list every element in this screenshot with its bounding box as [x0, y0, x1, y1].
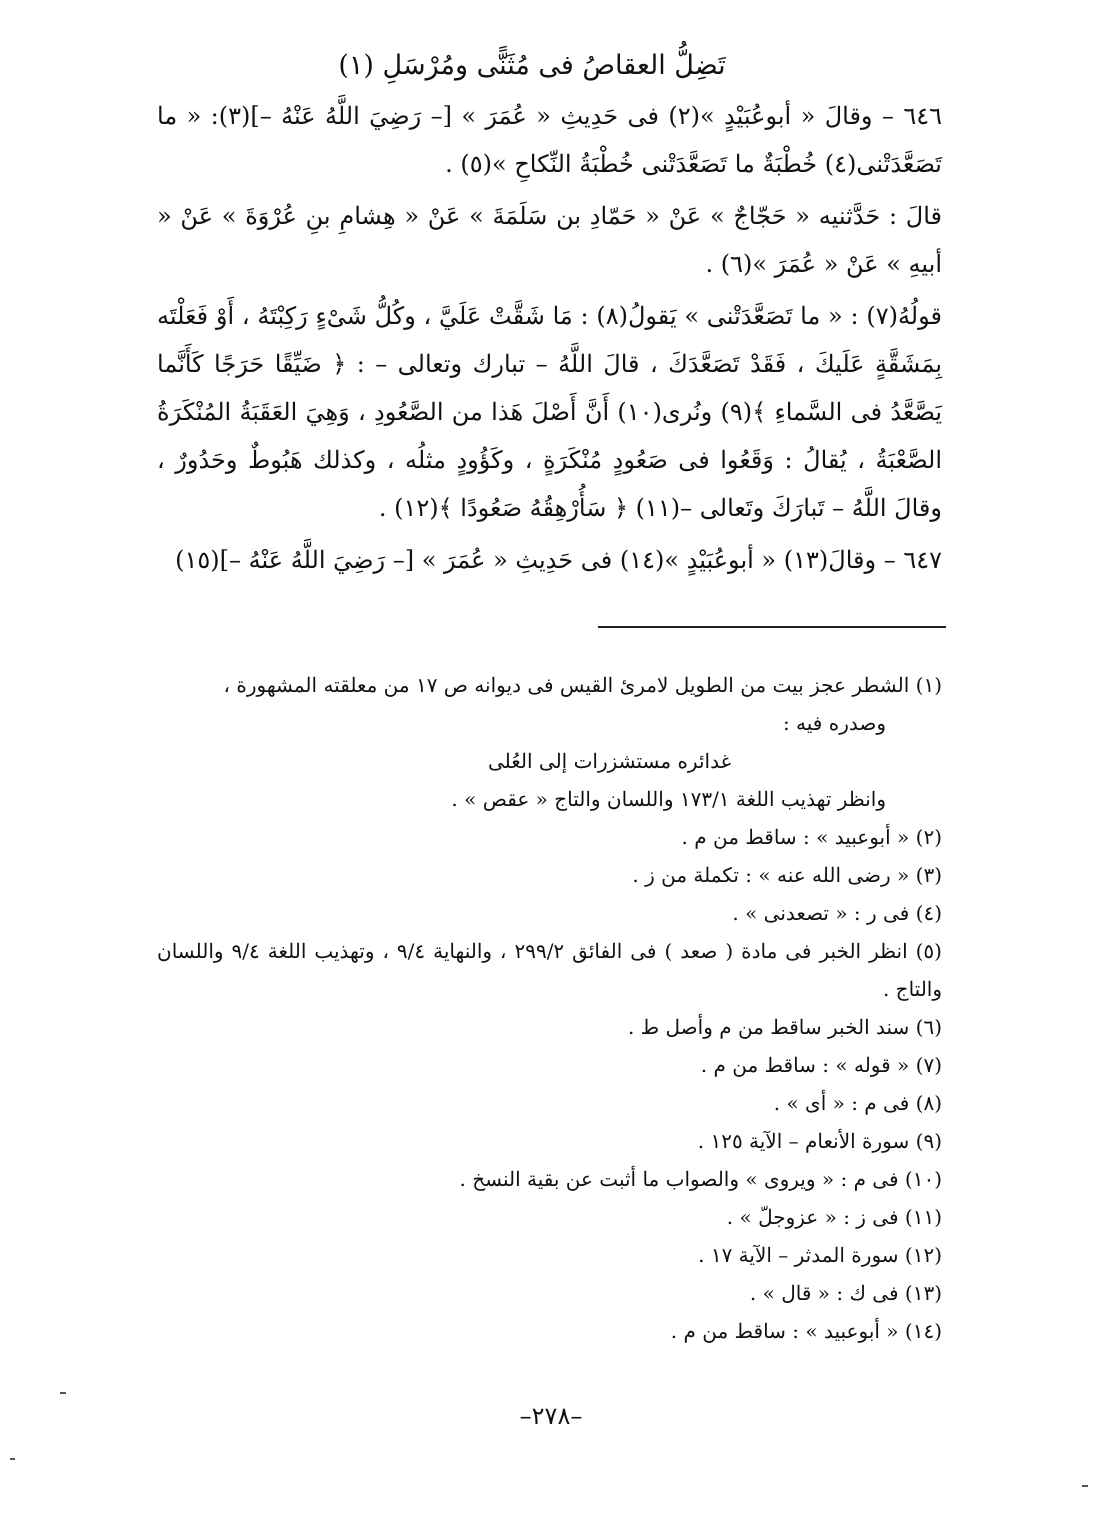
footnote-7: (٧) « قوله » : ساقط من م . [700, 1053, 942, 1077]
entry-647-paragraph: ٦٤٧ – وقالَ(١٣) « أبوعُبَيْدٍ »(١٤) فى حَدِيثِ « عُمَرَ » [– رَضِيَ اللَّهُ عَنْهُ –](١٥) [175, 546, 942, 574]
footnote-1-line-3: وانظر تهذيب اللغة ١٧٣/١ واللسان والتاج « عقص » . [451, 787, 886, 811]
footnotes [157, 666, 942, 1350]
page-number: –٢٧٨– [519, 1402, 583, 1430]
footnote-4: (٤) فى ر : « تصعدنى » . [732, 901, 942, 925]
scan-speck [10, 1458, 15, 1460]
footnote-5: (٥) انظر الخبر فى مادة ( صعد ) فى الفائق ٢٩٩/٢ ، والنهاية ٩/٤ ، وتهذيب اللغة ٩/٤ واللسان والتاج . [157, 939, 942, 1001]
footnote-1: (١) الشطر عجز بيت من الطويل لامرئ القيس فى ديوانه ص ١٧ من معلقته المشهورة ، [223, 673, 942, 697]
footnote-3: (٣) « رضى الله عنه » : تكملة من ز . [632, 863, 942, 887]
footnote-2: (٢) « أبوعبيد » : ساقط من م . [681, 825, 942, 849]
scan-speck [1082, 1485, 1088, 1487]
verse-heading: تَضِلُّ العقاصُ فى مُثَنًّى ومُرْسَلِ (١) [338, 50, 726, 81]
footnote-divider [598, 626, 946, 628]
footnote-13: (١٣) فى ك : « قال » . [749, 1281, 942, 1305]
footnote-8: (٨) فى م : « أى » . [773, 1091, 942, 1115]
footnote-12: (١٢) سورة المدثر – الآية ١٧ . [698, 1243, 942, 1267]
entry-646-paragraph: ٦٤٦ – وقالَ « أبوعُبَيْدٍ »(٢) فى حَدِيثِ « عُمَرَ » [– رَضِيَ اللَّهُ عَنْهُ –](٣): « ما تَصَعَّدَتْنى(٤) خُطْبَةٌ ما تَصَعَّدَتْنى خُطْبَةُ النِّكاحِ »(٥) . [157, 102, 942, 178]
footnote-6: (٦) سند الخبر ساقط من م وأصل ط . [627, 1015, 942, 1039]
isnad-paragraph: قالَ : حَدَّثنيه « حَجّاجٌ » عَنْ « حَمّادِ بن سَلَمَةَ » عَنْ « هِشامِ بنِ عُرْوَةَ » عَنْ « أبيهِ » عَنْ « عُمَرَ »(٦) . [157, 202, 942, 278]
footnote-1-verse: غدائره مستشزرات إلى العُلى [487, 749, 732, 773]
main-text [157, 92, 942, 584]
footnote-9: (٩) سورة الأنعام – الآية ١٢٥ . [697, 1129, 942, 1153]
footnote-1-line-2: وصدره فيه : [782, 711, 886, 735]
scan-speck [60, 1392, 66, 1394]
commentary-paragraph: قولُهُ(٧) : « ما تَصَعَّدَتْنى » يَقولُ(٨) : مَا شَقَّتْ عَلَيَّ ، وكُلُّ شَىْءٍ رَكِبْتَهُ ، أَوْ فَعَلْتَه بِمَشَقَّةٍ عَلَيكَ ، فَقَدْ تَصَعَّدَكَ ، قالَ اللَّهُ – تبارك وتعالى – : ﴿ ضَيِّقًا حَرَجًا كَأَنَّما يَصَّعَّدُ فى السَّماءِ ﴾(٩) ونُرى(١٠) أَنَّ أَصْلَ هَذا من الصَّعُودِ ، وَهِيَ العَقَبَةُ المُنْكَرَةُ الصَّعْبَةُ ، يُقالُ : وَقَعُوا فى صَعُودٍ مُنْكَرَةٍ ، وكَؤُودٍ مثلُه ، وكذلك هَبُوطٌ وحَدُورٌ ، وقالَ اللَّهُ – تَبارَكَ وتَعالى –(١١) ﴿ سَأُرْهِقُهُ صَعُودًا ﴾(١٢) . [157, 302, 942, 522]
footnote-10: (١٠) فى م : « ويروى » والصواب ما أثبت عن بقية النسخ . [459, 1167, 942, 1191]
footnote-11: (١١) فى ز : « عزوجلّ » . [726, 1205, 942, 1229]
footnote-14: (١٤) « أبوعبيد » : ساقط من م . [670, 1319, 942, 1343]
